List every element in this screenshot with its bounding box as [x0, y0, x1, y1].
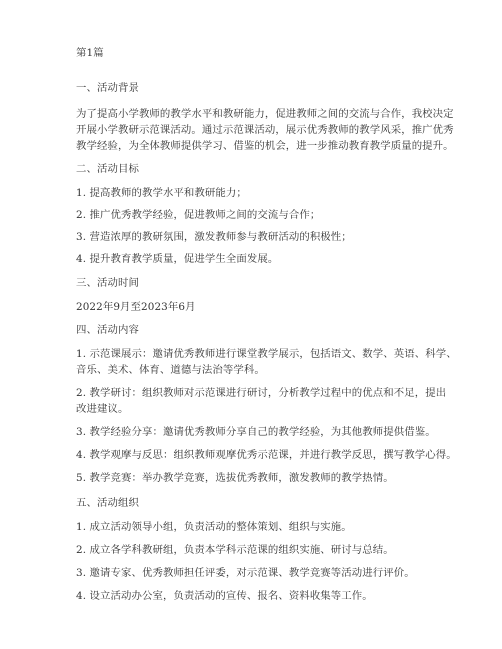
list-item: 1. 提高教师的教学水平和教研能力； [76, 187, 247, 199]
time-text: 2022年9月至2023年6月 [76, 301, 196, 313]
paragraph-line: 开展小学教研示范课活动。通过示范课活动，展示优秀教师的教学风采，推广优秀 [76, 124, 454, 136]
list-item: 2. 推广优秀教学经验，促进教师之间的交流与合作； [76, 209, 321, 221]
section-heading-content: 四、活动内容 [76, 324, 139, 336]
list-item-continuation: 音乐、美术、体育、道德与法治等学科。 [76, 364, 265, 376]
list-item: 4. 教学观摩与反思：组织教师观摩优秀示范课，并进行教学反思，撰写教学心得。 [76, 449, 457, 461]
list-item: 3. 营造浓厚的教研氛围，激发教师参与教研活动的积极性； [76, 231, 352, 243]
section-heading-background: 一、活动背景 [76, 82, 139, 94]
list-item: 4. 提升教育教学质量，促进学生全面发展。 [76, 253, 279, 265]
section-heading-time: 三、活动时间 [76, 277, 139, 289]
section-heading-organization: 五、活动组织 [76, 497, 139, 509]
page-label: 第1篇 [76, 47, 104, 59]
list-item: 3. 教学经验分享：邀请优秀教师分享自己的教学经验，为其他教师提供借鉴。 [76, 426, 436, 438]
list-item: 1. 成立活动领导小组，负责活动的整体策划、组织与实施。 [76, 521, 352, 533]
list-item: 3. 邀请专家、优秀教师担任评委，对示范课、教学竞赛等活动进行评价。 [76, 567, 415, 579]
list-item: 2. 教学研讨：组织教师对示范课进行研讨，分析教学过程中的优点和不足，提出 [76, 387, 447, 399]
paragraph-line: 教学经验，为全体教师提供学习、借鉴的机会，进一步推动教育教学质量的提升。 [76, 140, 454, 152]
list-item: 4. 设立活动办公室，负责活动的宣传、报名、资料收集等工作。 [76, 590, 373, 602]
list-item: 2. 成立各学科教研组，负责本学科示范课的组织实施、研讨与总结。 [76, 544, 394, 556]
list-item: 5. 教学竞赛：举办教学竞赛，选拔优秀教师，激发教师的教学热情。 [76, 472, 394, 484]
list-item-continuation: 改进建议。 [76, 403, 129, 415]
paragraph-line: 为了提高小学教师的教学水平和教研能力，促进教师之间的交流与合作，我校决定 [76, 108, 454, 120]
section-heading-goals: 二、活动目标 [76, 163, 139, 175]
list-item: 1. 示范课展示：邀请优秀教师进行课堂教学展示，包括语文、数学、英语、科学、 [76, 348, 457, 360]
